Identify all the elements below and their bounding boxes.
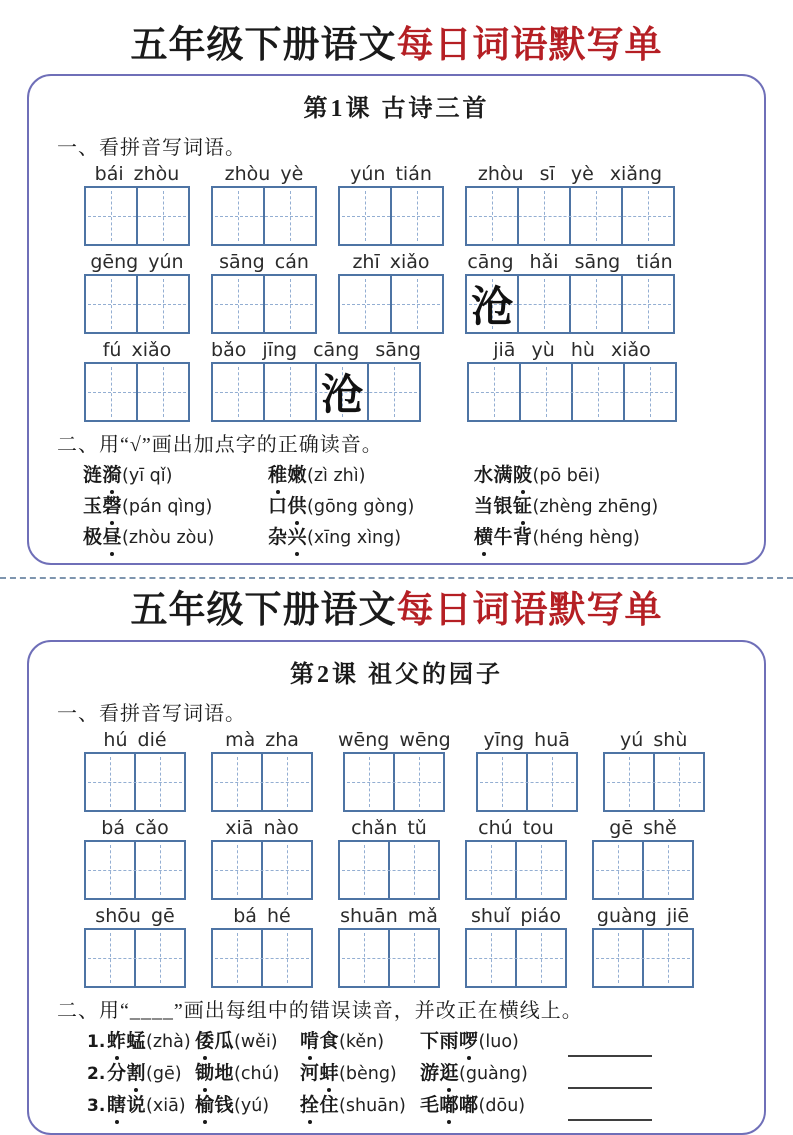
writing-cell bbox=[136, 364, 188, 420]
pinyin-word-group bbox=[467, 340, 677, 422]
page-title bbox=[0, 0, 793, 68]
pinyin-word-group bbox=[476, 730, 578, 812]
word-characters bbox=[83, 496, 122, 517]
pinyin-word-group bbox=[465, 906, 567, 988]
page-title-2 bbox=[0, 589, 793, 633]
character: 昼 bbox=[103, 523, 123, 553]
pinyin-label: hú dié bbox=[103, 728, 167, 751]
pinyin-options: (yú) bbox=[234, 1095, 270, 1116]
character: 啰 bbox=[459, 1027, 479, 1057]
pinyin-label: chǎn tǔ bbox=[351, 816, 427, 839]
writing-cell bbox=[515, 842, 565, 898]
pinyin-word-group bbox=[211, 730, 313, 812]
writing-grid bbox=[338, 840, 440, 900]
character: 雨 bbox=[439, 1030, 460, 1052]
writing-cell bbox=[213, 930, 261, 986]
pinyin-label: guàng jiē bbox=[596, 904, 690, 927]
lesson-1-part1-heading: 一、看拼音写词语。 bbox=[57, 137, 246, 160]
writing-cell bbox=[213, 754, 261, 810]
writing-cell bbox=[642, 930, 692, 986]
reading-item bbox=[474, 461, 736, 491]
word-characters bbox=[83, 527, 122, 548]
character: 牛 bbox=[493, 527, 514, 549]
character: 口 bbox=[268, 496, 288, 518]
word-characters bbox=[107, 1031, 146, 1052]
pinyin-options: (pō bēi) bbox=[532, 466, 601, 487]
pinyin-options: (zhà) bbox=[146, 1031, 191, 1052]
writing-grid bbox=[211, 840, 313, 900]
reading-item bbox=[420, 1091, 568, 1121]
pinyin-word-group bbox=[338, 818, 440, 900]
pinyin-options: (yī qǐ) bbox=[122, 466, 173, 487]
writing-cell bbox=[526, 754, 576, 810]
pinyin-word-group bbox=[338, 252, 444, 334]
character: 下 bbox=[420, 1030, 440, 1052]
lesson-1-pinyin-rows bbox=[57, 164, 736, 422]
pinyin-options: (kěn) bbox=[339, 1031, 385, 1052]
writing-cell bbox=[263, 364, 315, 420]
pinyin-options: (shuān) bbox=[339, 1095, 406, 1116]
writing-grid bbox=[338, 274, 444, 334]
error-row bbox=[87, 1027, 736, 1057]
writing-grid bbox=[211, 362, 421, 422]
pinyin-row bbox=[84, 818, 736, 900]
pinyin-options: (dōu) bbox=[478, 1095, 526, 1116]
pinyin-word-group bbox=[592, 818, 694, 900]
writing-cell bbox=[86, 754, 134, 810]
error-row bbox=[87, 1091, 736, 1121]
pinyin-label: zhòu sī yè xiǎng bbox=[477, 163, 663, 186]
character: 陂 bbox=[513, 461, 533, 491]
pinyin-label: sāng cán bbox=[219, 251, 309, 274]
writing-cell bbox=[469, 364, 519, 420]
reading-item bbox=[300, 1027, 420, 1057]
word-characters bbox=[300, 1095, 339, 1116]
correction-blank bbox=[568, 1095, 652, 1121]
pinyin-options: (gōng gòng) bbox=[307, 497, 415, 518]
pinyin-options: (gē) bbox=[146, 1063, 182, 1084]
writing-cell bbox=[261, 842, 311, 898]
word-characters bbox=[83, 465, 122, 486]
character: 背 bbox=[513, 527, 533, 549]
reading-item bbox=[420, 1059, 568, 1089]
page-cut-divider bbox=[0, 577, 793, 579]
writing-grid bbox=[338, 186, 444, 246]
word-characters bbox=[268, 465, 307, 486]
pinyin-word-group bbox=[338, 730, 451, 812]
writing-cell bbox=[517, 188, 569, 244]
word-characters bbox=[107, 1063, 146, 1084]
writing-cell bbox=[467, 188, 517, 244]
pinyin-options: (zhòu zòu) bbox=[122, 528, 215, 549]
writing-grid bbox=[84, 928, 186, 988]
writing-cell bbox=[594, 842, 642, 898]
character: 住 bbox=[319, 1094, 340, 1116]
pinyin-label: gēng yún bbox=[90, 251, 184, 274]
word-characters bbox=[195, 1063, 234, 1084]
writing-cell bbox=[134, 930, 184, 986]
character: 嘟 bbox=[459, 1094, 479, 1116]
pinyin-options: (bèng) bbox=[339, 1063, 397, 1084]
pinyin-label: zhī xiǎo bbox=[352, 251, 430, 274]
word-characters bbox=[300, 1063, 339, 1084]
pinyin-word-group bbox=[211, 906, 313, 988]
pinyin-word-group bbox=[592, 906, 694, 988]
error-row bbox=[87, 1059, 736, 1089]
writing-grid bbox=[592, 840, 694, 900]
character: 稚 bbox=[268, 461, 288, 491]
reading-item bbox=[420, 1027, 568, 1057]
pinyin-label: mà zha bbox=[225, 728, 299, 751]
character: 啃 bbox=[300, 1027, 320, 1057]
writing-cell bbox=[340, 188, 390, 244]
pinyin-label: bái zhòu bbox=[94, 163, 180, 186]
pinyin-label: jiā yù hù xiǎo bbox=[493, 339, 651, 362]
character: 游 bbox=[420, 1062, 440, 1084]
word-characters bbox=[107, 1095, 146, 1116]
lesson-2-part2-heading: 二、用“____”画出每组中的错误读音，并改正在横线上。 bbox=[57, 999, 583, 1022]
character: 嫩 bbox=[287, 465, 308, 487]
character: 钲 bbox=[513, 492, 533, 522]
lesson-2-title: 第2课 祖父的园子 bbox=[290, 661, 503, 688]
writing-grid bbox=[84, 274, 190, 334]
writing-cell bbox=[340, 276, 390, 332]
writing-cell bbox=[263, 276, 315, 332]
character: 分 bbox=[107, 1062, 127, 1084]
word-characters bbox=[300, 1031, 339, 1052]
pinyin-options: (zhèng zhēng) bbox=[532, 497, 659, 518]
writing-cell bbox=[605, 754, 653, 810]
pinyin-row bbox=[84, 252, 736, 334]
pinyin-options: (pán qìng) bbox=[122, 497, 213, 518]
writing-cell bbox=[263, 188, 315, 244]
pinyin-label: yīng huā bbox=[483, 728, 570, 751]
character: 瓜 bbox=[214, 1030, 235, 1052]
pinyin-label: shuān mǎ bbox=[340, 904, 438, 927]
pinyin-word-group bbox=[465, 818, 567, 900]
writing-cell bbox=[345, 754, 393, 810]
character: 毛 bbox=[420, 1094, 440, 1116]
character: 拴 bbox=[300, 1091, 320, 1121]
prefilled-character: 沧 bbox=[320, 373, 363, 420]
writing-cell bbox=[261, 754, 311, 810]
writing-cell bbox=[86, 276, 136, 332]
pinyin-label: xiā nào bbox=[225, 816, 299, 839]
reading-item bbox=[195, 1027, 300, 1057]
pinyin-label: shōu gē bbox=[95, 904, 175, 927]
lesson-2-part1-heading: 一、看拼音写词语。 bbox=[57, 702, 246, 725]
word-characters bbox=[195, 1095, 234, 1116]
writing-grid bbox=[84, 752, 186, 812]
page-title-red-part: 每日词语默写单 bbox=[396, 25, 663, 66]
writing-grid bbox=[84, 186, 190, 246]
writing-grid bbox=[476, 752, 578, 812]
writing-cell bbox=[213, 276, 263, 332]
correction-blank bbox=[568, 1031, 652, 1057]
writing-cell bbox=[390, 276, 442, 332]
word-characters bbox=[268, 496, 307, 517]
reading-item bbox=[300, 1091, 420, 1121]
character: 锄 bbox=[195, 1059, 215, 1089]
pinyin-word-group bbox=[603, 730, 705, 812]
writing-cell bbox=[467, 930, 515, 986]
pinyin-word-group bbox=[84, 164, 190, 246]
writing-grid bbox=[465, 840, 567, 900]
writing-cell bbox=[136, 276, 188, 332]
writing-cell bbox=[86, 364, 136, 420]
writing-grid bbox=[211, 752, 313, 812]
reading-item bbox=[474, 492, 736, 522]
word-characters bbox=[420, 1095, 479, 1116]
pinyin-row bbox=[84, 730, 736, 812]
writing-cell bbox=[517, 276, 569, 332]
pinyin-label: wēng wēng bbox=[338, 728, 451, 751]
reading-item bbox=[268, 461, 474, 491]
character: 蚱 bbox=[107, 1027, 127, 1057]
pinyin-word-group bbox=[338, 906, 440, 988]
lesson-1-title: 第1课 古诗三首 bbox=[303, 96, 490, 123]
writing-cell bbox=[515, 930, 565, 986]
lesson-2-error-correction-rows bbox=[87, 1027, 736, 1121]
pinyin-label: bá hé bbox=[233, 904, 291, 927]
writing-cell bbox=[519, 364, 571, 420]
pinyin-label: bá cǎo bbox=[101, 816, 169, 839]
writing-grid bbox=[467, 362, 677, 422]
pinyin-label: yún tián bbox=[350, 163, 432, 186]
word-characters bbox=[474, 527, 533, 548]
character: 钱 bbox=[214, 1094, 235, 1116]
word-characters bbox=[195, 1031, 234, 1052]
writing-cell bbox=[653, 754, 703, 810]
reading-item bbox=[107, 1091, 195, 1121]
word-characters bbox=[474, 465, 533, 486]
prefilled-character: 沧 bbox=[470, 285, 513, 332]
pinyin-word-group bbox=[211, 252, 317, 334]
writing-cell bbox=[388, 930, 438, 986]
writing-cell bbox=[340, 842, 388, 898]
pinyin-options: (zì zhì) bbox=[307, 466, 366, 487]
reading-item bbox=[300, 1059, 420, 1089]
reading-item bbox=[268, 492, 474, 522]
reading-item bbox=[268, 523, 474, 553]
character: 满 bbox=[493, 465, 514, 487]
character: 倭 bbox=[195, 1027, 215, 1057]
writing-cell bbox=[621, 276, 673, 332]
pinyin-label: cāng hǎi sāng tián bbox=[467, 251, 673, 274]
character: 玉 bbox=[83, 496, 103, 518]
writing-cell bbox=[390, 188, 442, 244]
writing-grid bbox=[211, 928, 313, 988]
character: 割 bbox=[127, 1059, 147, 1089]
character: 银 bbox=[493, 496, 514, 518]
pinyin-word-group bbox=[84, 340, 190, 422]
character: 横 bbox=[474, 523, 494, 553]
character: 供 bbox=[288, 492, 308, 522]
writing-grid bbox=[84, 362, 190, 422]
reading-item bbox=[107, 1027, 195, 1057]
word-characters bbox=[474, 496, 533, 517]
writing-grid bbox=[603, 752, 705, 812]
writing-grid bbox=[211, 186, 317, 246]
character: 说 bbox=[126, 1094, 147, 1116]
lesson-box-2 bbox=[27, 640, 766, 1135]
character: 兴 bbox=[288, 523, 308, 553]
character: 磬 bbox=[103, 492, 123, 522]
pinyin-word-group bbox=[465, 252, 675, 334]
pinyin-label: gē shě bbox=[609, 816, 677, 839]
writing-cell bbox=[571, 364, 623, 420]
lesson-1-part2-heading: 二、用“√”画出加点字的正确读音。 bbox=[57, 434, 383, 457]
lesson-1-reading-choice-grid bbox=[83, 461, 736, 553]
writing-cell bbox=[467, 842, 515, 898]
writing-cell bbox=[623, 364, 675, 420]
pinyin-word-group bbox=[84, 730, 186, 812]
writing-grid bbox=[343, 752, 445, 812]
page-title-black-part: 五年级下册语文 bbox=[130, 25, 397, 66]
pinyin-row bbox=[84, 164, 736, 246]
pinyin-word-group bbox=[84, 818, 186, 900]
character: 嘟 bbox=[440, 1091, 460, 1121]
reading-item bbox=[107, 1059, 195, 1089]
item-number: 3. bbox=[87, 1095, 106, 1116]
pinyin-label: yú shù bbox=[620, 728, 688, 751]
reading-item bbox=[195, 1091, 300, 1121]
writing-grid bbox=[465, 928, 567, 988]
pinyin-options: (luo) bbox=[478, 1031, 519, 1052]
pinyin-label: bǎo jīng cāng sāng bbox=[211, 339, 421, 362]
reading-item bbox=[195, 1059, 300, 1089]
character: 杂 bbox=[268, 527, 288, 549]
reading-item bbox=[83, 492, 268, 522]
character: 河 bbox=[300, 1062, 320, 1084]
writing-cell bbox=[594, 930, 642, 986]
writing-cell bbox=[213, 364, 263, 420]
pinyin-label: chú tou bbox=[478, 816, 554, 839]
word-characters bbox=[268, 527, 307, 548]
pinyin-row bbox=[84, 906, 736, 988]
pinyin-word-group bbox=[84, 906, 186, 988]
writing-cell bbox=[393, 754, 443, 810]
pinyin-options: (wěi) bbox=[234, 1031, 278, 1052]
character: 水 bbox=[474, 465, 494, 487]
writing-grid bbox=[592, 928, 694, 988]
writing-cell bbox=[315, 364, 367, 420]
character: 榆 bbox=[195, 1091, 215, 1121]
writing-cell bbox=[478, 754, 526, 810]
reading-item bbox=[83, 523, 268, 553]
reading-item bbox=[83, 461, 268, 491]
word-characters bbox=[420, 1031, 479, 1052]
pinyin-options: (guàng) bbox=[459, 1063, 528, 1084]
pinyin-options: (chú) bbox=[234, 1063, 280, 1084]
writing-cell bbox=[261, 930, 311, 986]
character: 极 bbox=[83, 527, 103, 549]
writing-grid bbox=[465, 186, 675, 246]
pinyin-word-group bbox=[211, 164, 317, 246]
pinyin-word-group bbox=[211, 818, 313, 900]
pinyin-label: shuǐ piáo bbox=[471, 904, 561, 927]
writing-cell bbox=[467, 276, 517, 332]
writing-cell bbox=[569, 188, 621, 244]
writing-cell bbox=[136, 188, 188, 244]
writing-cell bbox=[86, 842, 134, 898]
writing-grid bbox=[211, 274, 317, 334]
writing-cell bbox=[621, 188, 673, 244]
writing-grid bbox=[465, 274, 675, 334]
pinyin-word-group bbox=[465, 164, 675, 246]
writing-cell bbox=[340, 930, 388, 986]
writing-grid bbox=[84, 840, 186, 900]
pinyin-label: fú xiǎo bbox=[102, 339, 172, 362]
item-number: 2. bbox=[87, 1063, 106, 1084]
writing-cell bbox=[642, 842, 692, 898]
writing-cell bbox=[367, 364, 419, 420]
page-2 bbox=[0, 589, 793, 1134]
lesson-box-1 bbox=[27, 74, 766, 565]
writing-cell bbox=[213, 188, 263, 244]
pinyin-label: zhòu yè bbox=[224, 163, 304, 186]
pinyin-word-group bbox=[338, 164, 444, 246]
character: 瞎 bbox=[107, 1091, 127, 1121]
pinyin-options: (héng hèng) bbox=[532, 528, 640, 549]
character: 地 bbox=[214, 1062, 235, 1084]
character: 蚌 bbox=[320, 1059, 340, 1089]
page-title-2-red-part: 每日词语默写单 bbox=[396, 590, 663, 632]
character: 当 bbox=[474, 496, 494, 518]
character: 食 bbox=[319, 1030, 340, 1052]
pinyin-options: (xīng xìng) bbox=[307, 528, 402, 549]
reading-item bbox=[474, 523, 736, 553]
item-number: 1. bbox=[87, 1031, 106, 1052]
character: 涟 bbox=[83, 465, 103, 487]
correction-blank bbox=[568, 1063, 652, 1089]
pinyin-options: (xiā) bbox=[146, 1095, 186, 1116]
writing-cell bbox=[86, 188, 136, 244]
writing-cell bbox=[569, 276, 621, 332]
writing-cell bbox=[134, 754, 184, 810]
pinyin-word-group bbox=[84, 252, 190, 334]
writing-cell bbox=[213, 842, 261, 898]
character: 漪 bbox=[103, 461, 123, 491]
writing-grid bbox=[338, 928, 440, 988]
lesson-2-pinyin-rows bbox=[57, 730, 736, 988]
pinyin-row bbox=[84, 340, 736, 422]
writing-cell bbox=[388, 842, 438, 898]
pinyin-word-group bbox=[211, 340, 421, 422]
writing-cell bbox=[134, 842, 184, 898]
page-1 bbox=[0, 0, 793, 565]
character: 逛 bbox=[440, 1059, 460, 1089]
character: 蜢 bbox=[126, 1030, 147, 1052]
writing-cell bbox=[86, 930, 134, 986]
word-characters bbox=[420, 1063, 459, 1084]
page-title-2-black-part: 五年级下册语文 bbox=[130, 590, 397, 632]
